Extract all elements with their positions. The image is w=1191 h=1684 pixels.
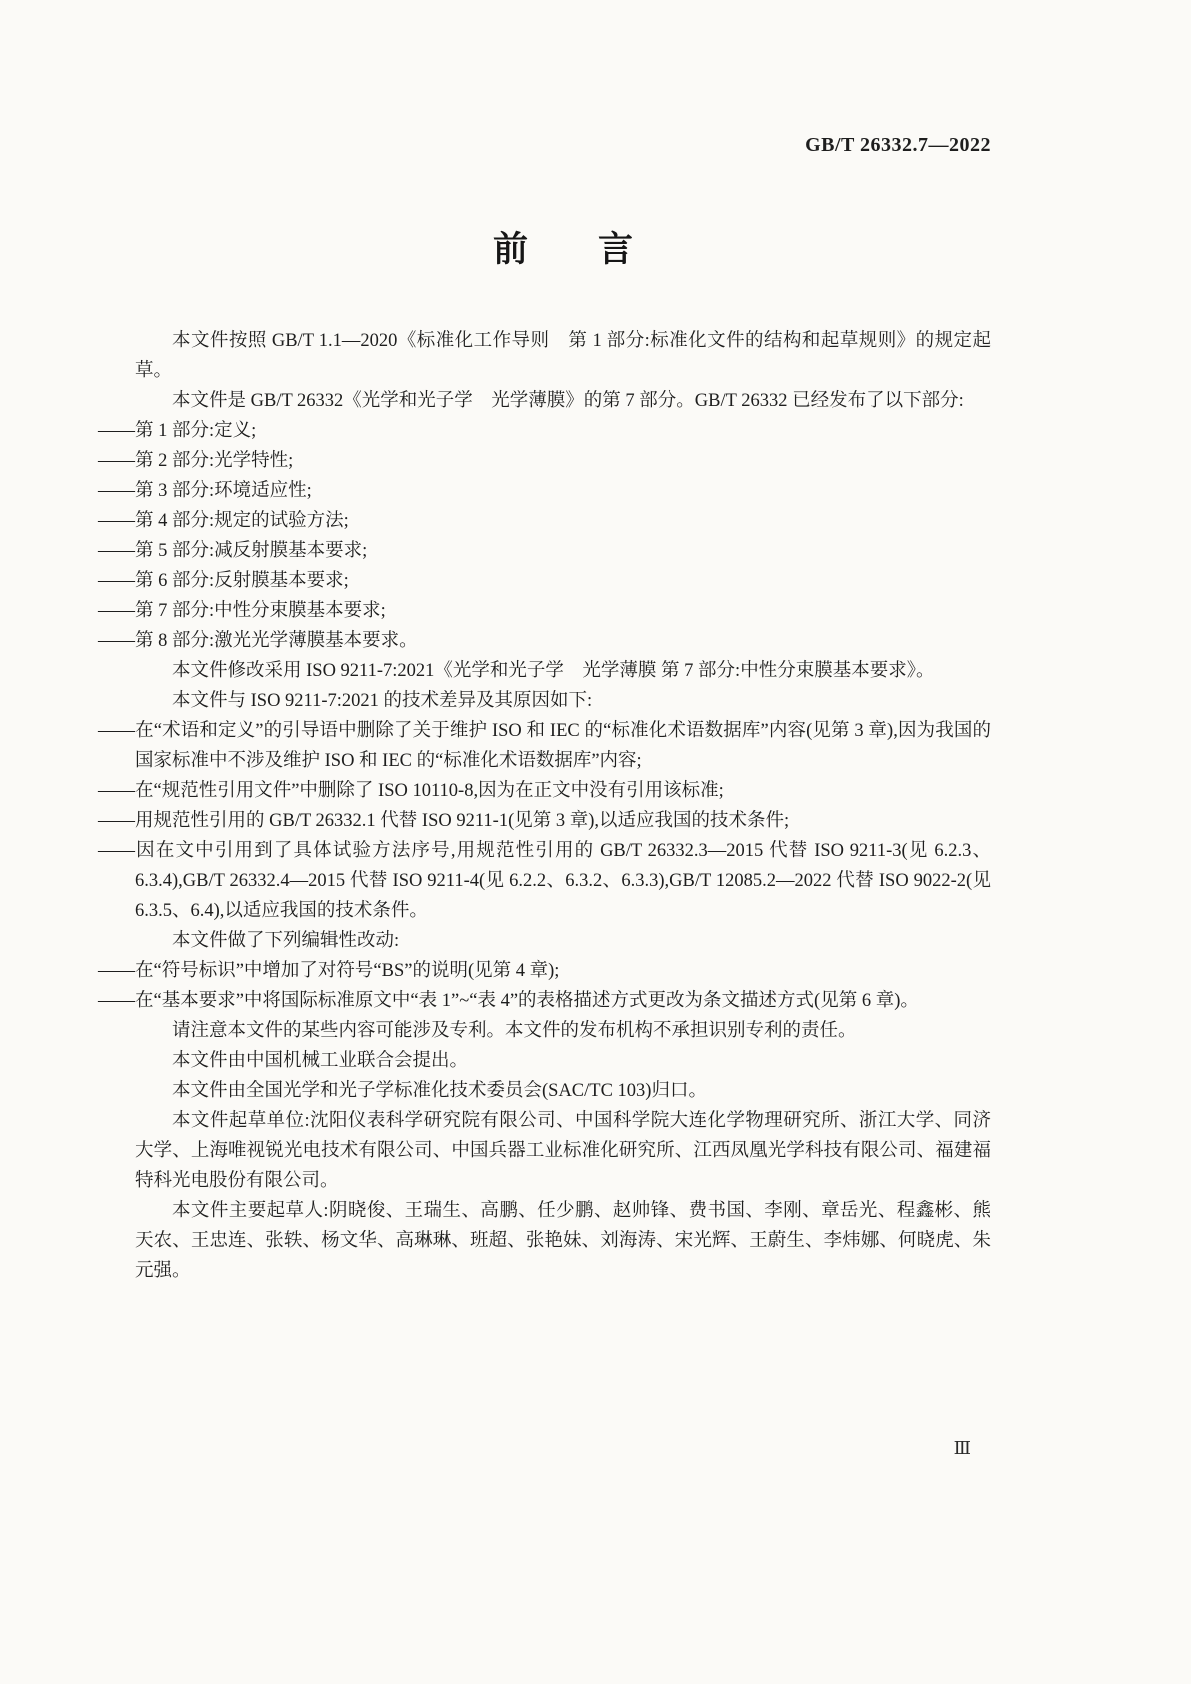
list-item: ——第 3 部分:环境适应性;	[98, 481, 312, 501]
foreword-body	[98, 326, 991, 1286]
list-item: ——第 6 部分:反射膜基本要求;	[98, 571, 349, 591]
paragraph: 本文件主要起草人:阴晓俊、王瑞生、高鹏、任少鹏、赵帅锋、费书国、李刚、章岳光、程鑫彬、熊天农、王忠连、张轶、杨文华、高琳琳、班超、张艳妹、刘海涛、宋光辉、王蔚生、李炜娜、何晓虎、朱元强。	[135, 1201, 991, 1281]
list-item: ——在“符号标识”中增加了对符号“BS”的说明(见第 4 章);	[98, 961, 560, 981]
paragraph: 本文件做了下列编辑性改动:	[172, 931, 400, 951]
paragraph: 本文件起草单位:沈阳仪表科学研究院有限公司、中国科学院大连化学物理研究所、浙江大学、同济大学、上海唯视锐光电技术有限公司、中国兵器工业标准化研究所、江西凤凰光学科技有限公司、福建福特科光电股份有限公司。	[135, 1111, 991, 1191]
paragraph: 本文件由全国光学和光子学标准化技术委员会(SAC/TC 103)归口。	[172, 1081, 707, 1101]
list-item: ——第 1 部分:定义;	[98, 421, 257, 441]
list-item: ——用规范性引用的 GB/T 26332.1 代替 ISO 9211-1(见第 3 章),以适应我国的技术条件;	[98, 811, 790, 831]
paragraph: 本文件修改采用 ISO 9211-7:2021《光学和光子学 光学薄膜 第 7 部分:中性分束膜基本要求》。	[172, 661, 935, 681]
document-number: GB/T 26332.7—2022	[805, 134, 991, 156]
paragraph: 本文件按照 GB/T 1.1—2020《标准化工作导则 第 1 部分:标准化文件的结构和起草规则》的规定起草。	[135, 331, 991, 381]
page-content	[98, 0, 991, 1286]
list-item: ——因在文中引用到了具体试验方法序号,用规范性引用的 GB/T 26332.3—2015 代替 ISO 9211-3(见 6.2.3、6.3.4),GB/T 26332.4—2015 代替 ISO 9211-4(见 6.2.2、6.3.2、6.3.3),GB/T 12085.2—2022 代替 ISO 9022-2(见 6.3.5、6.4),以适应我国的技术条件。	[98, 841, 991, 921]
list-item: ——第 7 部分:中性分束膜基本要求;	[98, 601, 386, 621]
paragraph: 本文件由中国机械工业联合会提出。	[172, 1051, 469, 1071]
list-item: ——第 5 部分:减反射膜基本要求;	[98, 541, 368, 561]
list-item: ——第 8 部分:激光光学薄膜基本要求。	[98, 631, 418, 651]
paragraph: 请注意本文件的某些内容可能涉及专利。本文件的发布机构不承担识别专利的责任。	[172, 1021, 857, 1041]
list-item: ——在“规范性引用文件”中删除了 ISO 10110-8,因为在正文中没有引用该标准;	[98, 781, 724, 801]
list-item: ——第 4 部分:规定的试验方法;	[98, 511, 349, 531]
foreword-title: 前 言	[492, 230, 633, 270]
list-item: ——第 2 部分:光学特性;	[98, 451, 294, 471]
list-item: ——在“术语和定义”的引导语中删除了关于维护 ISO 和 IEC 的“标准化术语数据库”内容(见第 3 章),因为我国的国家标准中不涉及维护 ISO 和 IEC 的“标准化术语数据库”内容;	[98, 721, 991, 771]
paragraph: 本文件是 GB/T 26332《光学和光子学 光学薄膜》的第 7 部分。GB/T 26332 已经发布了以下部分:	[172, 391, 964, 411]
page-number: Ⅲ	[953, 1438, 971, 1458]
list-item: ——在“基本要求”中将国际标准原文中“表 1”~“表 4”的表格描述方式更改为条文描述方式(见第 6 章)。	[98, 991, 919, 1011]
paragraph: 本文件与 ISO 9211-7:2021 的技术差异及其原因如下:	[172, 691, 593, 711]
